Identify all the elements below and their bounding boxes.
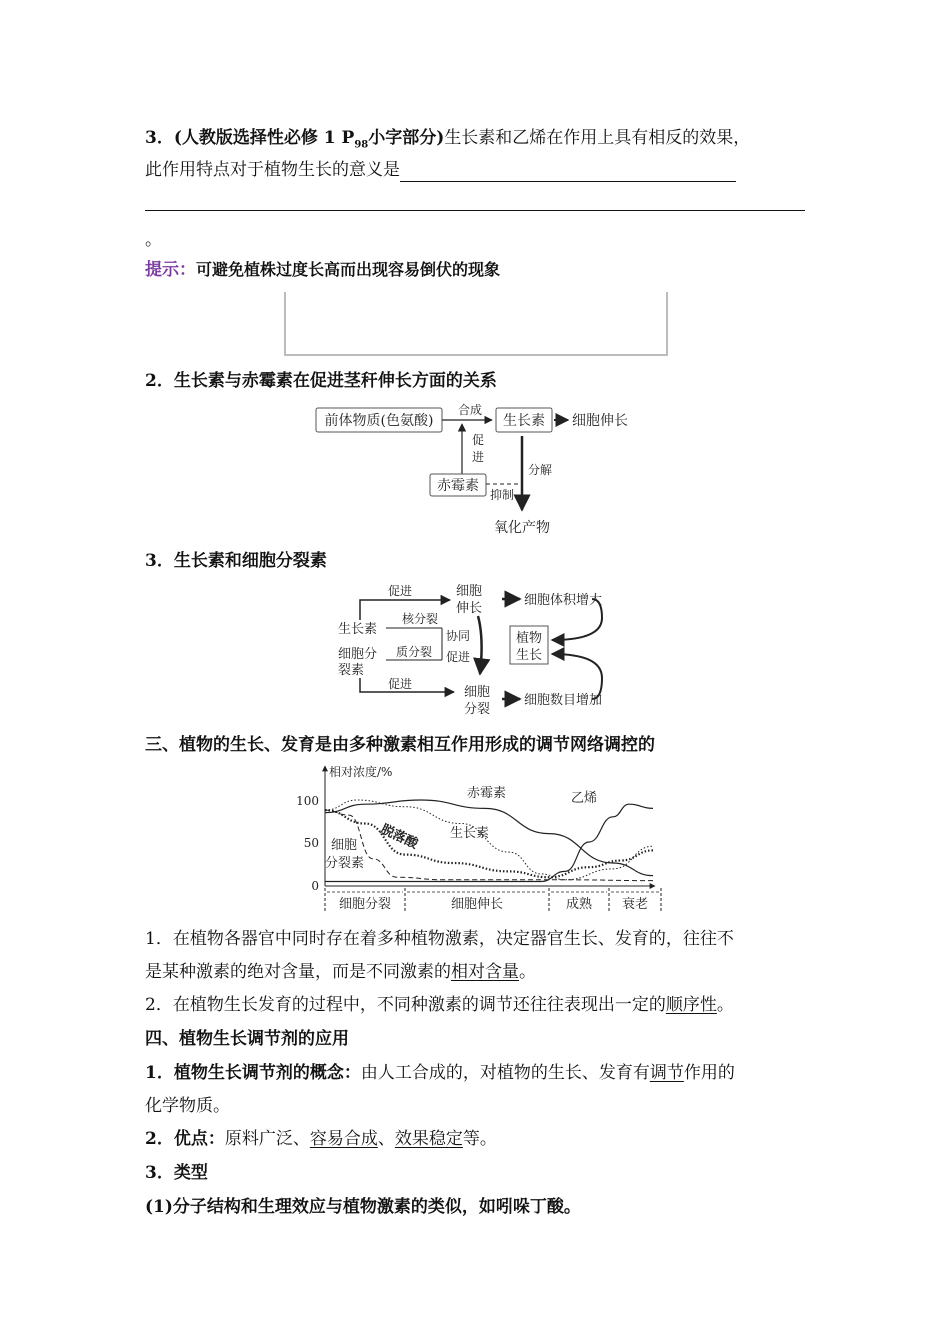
vol-label: 细胞体积增大 bbox=[524, 593, 603, 608]
coop-arrow bbox=[478, 616, 482, 674]
coop-1: 协同 bbox=[446, 629, 471, 643]
oxide-label: 氧化产物 bbox=[494, 520, 550, 536]
precursor-label: 前体物质(色氨酸) bbox=[324, 413, 434, 429]
para-1b-key: 相对含量 bbox=[451, 962, 519, 982]
para-4-key-1: 容易合成 bbox=[309, 1129, 378, 1149]
q3-text1: 生长素和乙烯在作用上具有相反的效果， bbox=[444, 128, 751, 148]
para-3-key: 调节 bbox=[649, 1063, 684, 1083]
para-3-text: 由人工合成的，对植物的生长、发育有 bbox=[360, 1063, 650, 1083]
inhibit-label: 抑制 bbox=[490, 488, 515, 502]
hint-line bbox=[145, 258, 500, 282]
num-label: 细胞数目增加 bbox=[524, 693, 603, 708]
cytokinin-node-2: 裂素 bbox=[338, 663, 365, 678]
promote-bottom-label: 促进 bbox=[387, 677, 413, 691]
para-6-text: 分子结构和生理效应与植物激素的类似，如吲哚丁酸。 bbox=[172, 1197, 581, 1217]
promote-label-2: 进 bbox=[472, 450, 485, 464]
gibberellin-label: 赤霉素 bbox=[437, 478, 479, 494]
para-3 bbox=[145, 1061, 735, 1085]
label-cytokinin-2: 分裂素 bbox=[325, 856, 365, 871]
sec3-title: 3．生长素和细胞分裂素 bbox=[145, 551, 327, 571]
label-ethylene: 乙烯 bbox=[571, 791, 598, 806]
para-2-key: 顺序性 bbox=[665, 995, 717, 1015]
para-1a: 1．在植物各器官中同时存在着多种植物激素，决定器官生长、发育的，往往不 bbox=[145, 929, 734, 949]
q3-line2 bbox=[145, 158, 736, 182]
para-3-label: 1．植物生长调节剂的概念： bbox=[145, 1063, 361, 1083]
stage-label-1: 细胞伸长 bbox=[450, 897, 504, 912]
para-4-text: 原料广泛、 bbox=[224, 1129, 310, 1149]
nuc-div-label: 核分裂 bbox=[401, 612, 439, 626]
label-gibberellin: 赤霉素 bbox=[467, 786, 507, 801]
para-2-text: 2．在植物生长发育的过程中，不同种激素的调节还往往表现出一定的 bbox=[145, 995, 666, 1015]
label-auxin: 生长素 bbox=[450, 826, 490, 841]
para-2 bbox=[145, 993, 734, 1017]
para-5: 3．类型 bbox=[145, 1163, 208, 1183]
plant-1: 植物 bbox=[515, 631, 543, 646]
para-1b-text: 是某种激素的绝对含量，而是不同激素的 bbox=[145, 962, 451, 982]
cell-elong-1: 细胞 bbox=[456, 584, 483, 599]
cell-elong-2: 伸长 bbox=[456, 601, 483, 616]
auxin-node: 生长素 bbox=[338, 622, 378, 637]
q3-source: (人教版选择性必修 1 P bbox=[173, 128, 355, 148]
para-4-sep: 、 bbox=[377, 1129, 395, 1149]
answer-blank-1[interactable] bbox=[400, 163, 736, 182]
para-1b-end: 。 bbox=[519, 962, 536, 982]
para-3b: 化学物质。 bbox=[145, 1096, 230, 1116]
elong-label: 细胞伸长 bbox=[572, 413, 628, 429]
synth-label: 合成 bbox=[457, 403, 483, 417]
promote-top-label: 促进 bbox=[387, 584, 413, 598]
ytick-100: 100 bbox=[296, 794, 319, 808]
sec4-title: 四、植物生长调节剂的应用 bbox=[145, 1029, 349, 1049]
ytick-0: 0 bbox=[311, 879, 319, 893]
decompose-label: 分解 bbox=[528, 463, 553, 477]
sec-three-title: 三、植物的生长、发育是由多种激素相互作用形成的调节网络调控的 bbox=[145, 735, 655, 755]
label-abscisic-acid: 脱落酸 bbox=[378, 822, 421, 853]
empty-box bbox=[284, 292, 668, 356]
q3-line1 bbox=[145, 126, 750, 157]
promote-label-1: 促 bbox=[472, 433, 485, 447]
ytick-50: 50 bbox=[303, 836, 319, 850]
para-2-end: 。 bbox=[716, 995, 734, 1015]
series-line-2 bbox=[325, 810, 653, 877]
q3-text2: 此作用特点对于植物生长的意义是 bbox=[145, 160, 400, 180]
q3-end: 。 bbox=[145, 230, 162, 250]
sec2-title: 2．生长素与赤霉素在促进茎秆伸长方面的关系 bbox=[145, 371, 497, 391]
series-line-3 bbox=[325, 810, 653, 881]
para-6-label: (1) bbox=[145, 1197, 173, 1217]
label-cytokinin-1: 细胞 bbox=[331, 838, 358, 853]
stage-label-0: 细胞分裂 bbox=[338, 897, 392, 912]
para-4-key-2: 效果稳定 bbox=[394, 1129, 463, 1149]
stage-label-2: 成熟 bbox=[565, 897, 593, 912]
q3-source-end: 小字部分) bbox=[368, 128, 445, 148]
y-axis-label: 相对浓度/% bbox=[329, 765, 393, 779]
plasm-div-label: 质分裂 bbox=[395, 645, 433, 659]
answer-blank-2[interactable] bbox=[145, 210, 805, 211]
para-6 bbox=[145, 1195, 581, 1219]
plant-2: 生长 bbox=[515, 648, 543, 663]
para-3-end: 作用的 bbox=[683, 1063, 735, 1083]
para-1b bbox=[145, 960, 536, 984]
q3-number: 3． bbox=[145, 128, 174, 148]
auxin-cytokinin-diagram bbox=[330, 578, 630, 720]
hormone-chart bbox=[285, 760, 665, 918]
cell-div-2: 分裂 bbox=[464, 702, 491, 717]
stage-label-3: 衰老 bbox=[621, 897, 649, 912]
para-4 bbox=[145, 1127, 497, 1151]
auxin-gibberellin-diagram bbox=[300, 398, 660, 542]
coop-2: 促进 bbox=[446, 650, 471, 664]
q3-source-sub: 98 bbox=[354, 139, 369, 151]
para-4-label: 2．优点： bbox=[145, 1129, 225, 1149]
auxin-label: 生长素 bbox=[503, 413, 545, 429]
para-4-end: 等。 bbox=[462, 1129, 497, 1149]
hint-label: 提示： bbox=[145, 260, 196, 280]
cytokinin-node-1: 细胞分 bbox=[338, 647, 378, 662]
cell-div-1: 细胞 bbox=[464, 685, 491, 700]
hint-text: 可避免植株过度长高而出现容易倒伏的现象 bbox=[196, 260, 501, 279]
